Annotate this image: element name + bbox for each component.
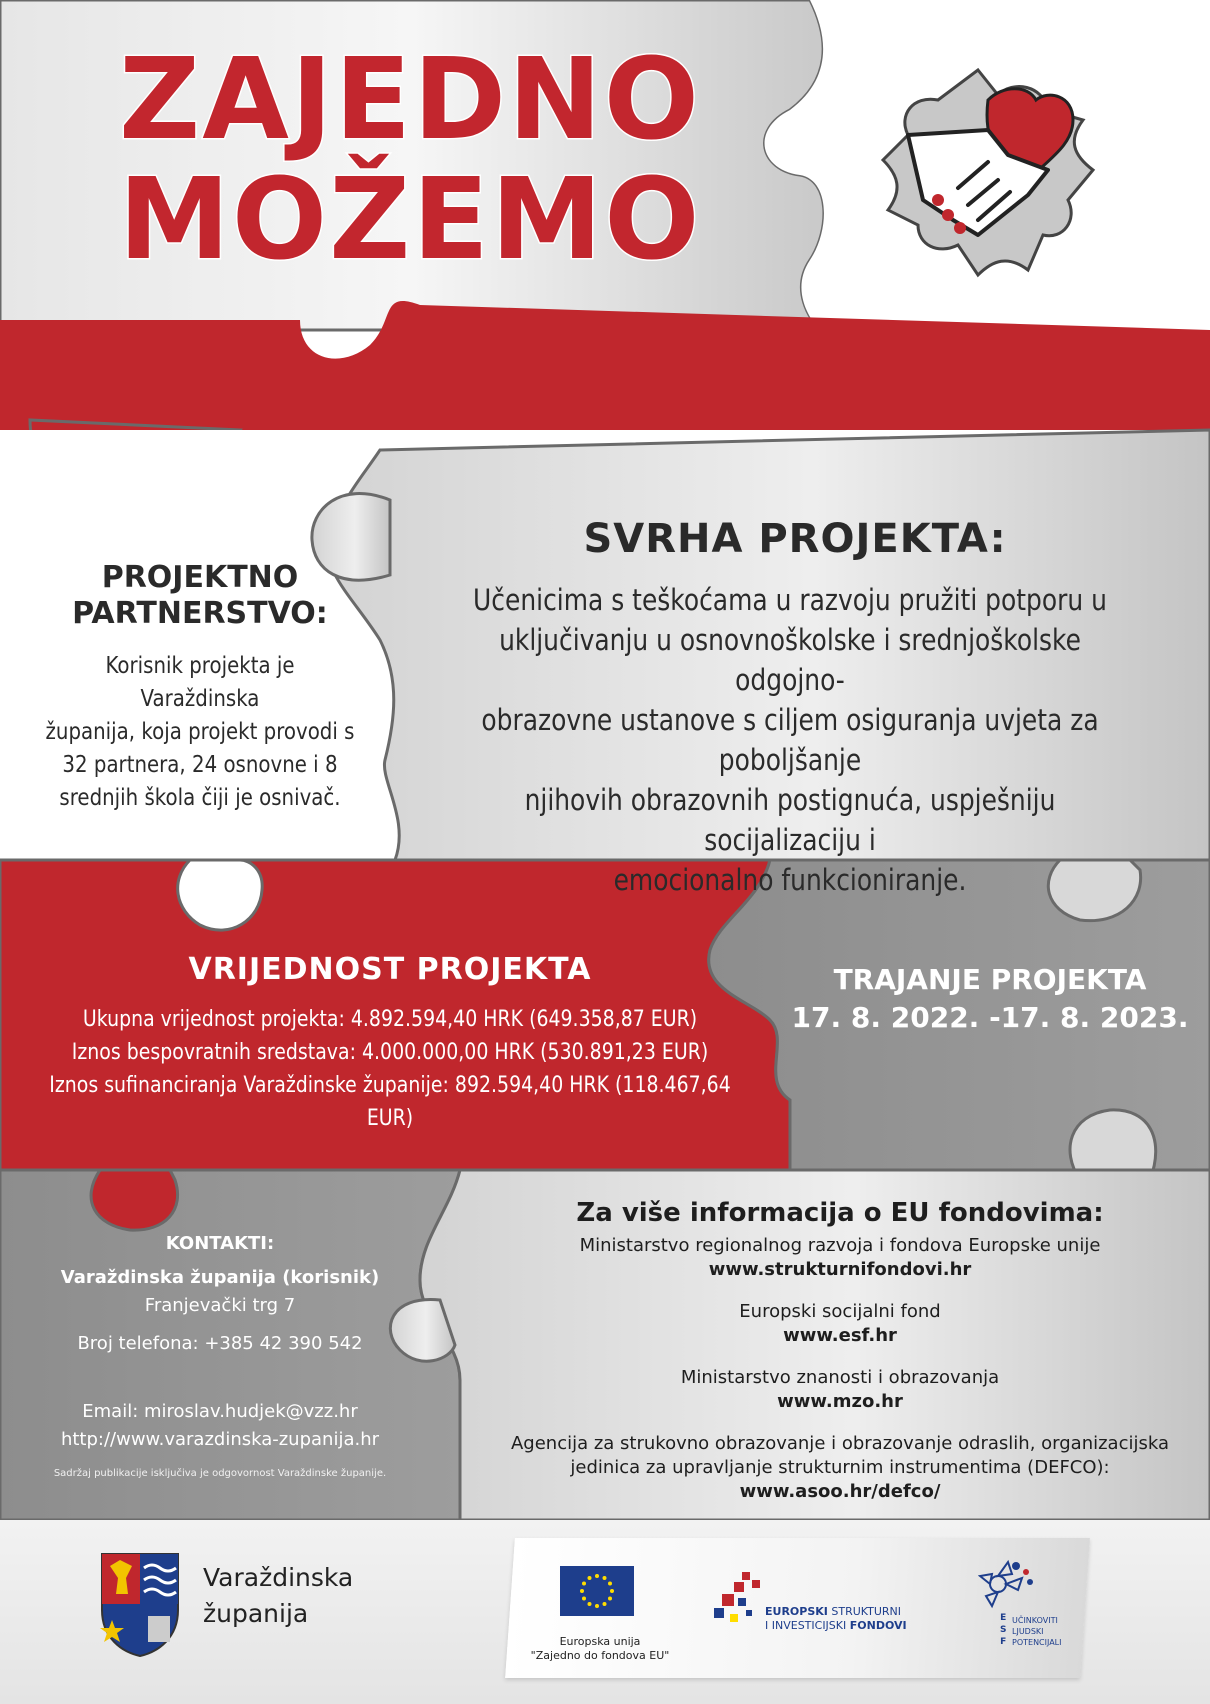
eu-info-link[interactable]: www.strukturnifondovi.hr xyxy=(708,1259,972,1280)
partnership-line: 32 partnera, 24 osnovne i 8 xyxy=(62,752,338,778)
contacts-heading: KONTAKTI: xyxy=(165,1233,275,1254)
contacts-website[interactable]: http://www.varazdinska-zupanija.hr xyxy=(60,1429,380,1450)
eu-flag-icon xyxy=(560,1566,634,1616)
esif-logo-icon xyxy=(712,1570,766,1630)
eu-star xyxy=(582,1597,586,1601)
esf-letters xyxy=(1000,1612,1006,1648)
esf-text-line: POTENCIJALI xyxy=(1012,1638,1062,1647)
poster-title xyxy=(100,35,720,285)
county-name-line-2: županija xyxy=(203,1599,309,1628)
partnership-line: županija, koja projekt provodi s xyxy=(45,719,355,745)
eu-star xyxy=(588,1602,592,1606)
purpose-line: uključivanju u osnovnoškolske i srednjoškolske odgojno- xyxy=(499,623,1081,697)
purpose-line: njihovih obrazovnih postignuća, uspješniju socijalizaciju i xyxy=(524,783,1056,857)
partnership-heading-line-1: PROJEKTNO xyxy=(101,560,299,595)
esf-letter: E xyxy=(1000,1613,1007,1623)
partnership-line: srednjih škola čiji je osnivač. xyxy=(59,785,341,811)
partnership-heading xyxy=(40,560,360,632)
title-line-2: MOŽEMO xyxy=(118,155,702,285)
purpose-line: emocionalno funkcioniranje. xyxy=(613,863,967,897)
eu-star xyxy=(610,1589,614,1593)
eu-info-block xyxy=(480,1196,1200,1522)
esif-word: I INVESTICIJSKI xyxy=(765,1619,850,1632)
esif-line-2 xyxy=(765,1619,907,1633)
esif-line-1 xyxy=(765,1605,907,1619)
value-body xyxy=(46,1003,734,1135)
esf-logo-icon xyxy=(978,1558,1038,1610)
esif-word: EUROPSKI xyxy=(765,1605,828,1618)
contacts-phone: Broj telefona: +385 42 390 542 xyxy=(77,1333,363,1354)
county-name xyxy=(203,1560,353,1632)
disclaimer: Sadržaj publikacije isključiva je odgovornost Varaždinske županije. xyxy=(53,1468,387,1479)
eu-flag-caption xyxy=(520,1635,680,1663)
eu-star xyxy=(608,1582,612,1586)
contacts-name: Varaždinska županija (korisnik) xyxy=(60,1267,380,1288)
title-line-1: ZAJEDNO xyxy=(119,35,701,165)
value-total: Ukupna vrijednost projekta: 4.892.594,40 HRK (649.358,87 EUR) xyxy=(82,1007,698,1032)
eu-info-link[interactable]: www.mzo.hr xyxy=(777,1391,903,1412)
purpose-line: obrazovne ustanove s ciljem osiguranja uvjeta za poboljšanje xyxy=(481,703,1099,777)
eu-info-label: Ministarstvo znanosti i obrazovanja xyxy=(680,1367,1000,1388)
eu-star xyxy=(595,1604,599,1608)
eu-star xyxy=(595,1574,599,1578)
esf-letter: F xyxy=(1000,1637,1007,1647)
esf-letter: S xyxy=(1000,1625,1007,1635)
contacts-address: Franjevački trg 7 xyxy=(144,1295,296,1316)
eu-info-heading: Za više informacija o EU fondovima: xyxy=(576,1198,1104,1228)
esf-text-line: UČINKOVITI xyxy=(1012,1616,1058,1625)
eu-star xyxy=(608,1597,612,1601)
partnership-heading-line-2: PARTNERSTVO: xyxy=(72,596,328,631)
eu-info-label: Agencija za strukovno obrazovanje i obrazovanje odraslih, organizacijska xyxy=(510,1433,1170,1454)
eu-star xyxy=(603,1602,607,1606)
esf-text-line: LJUDSKI xyxy=(1012,1627,1044,1636)
purpose-heading: SVRHA PROJEKTA: xyxy=(583,516,1007,562)
contacts-block xyxy=(40,1230,400,1454)
esf-logo-text xyxy=(1012,1615,1062,1648)
purpose-line: Učenicima s teškoćama u razvoju pružiti potporu u xyxy=(473,583,1107,617)
contacts-email[interactable]: Email: miroslav.hudjek@vzz.hr xyxy=(82,1401,358,1422)
esif-word: FONDOVI xyxy=(849,1619,907,1632)
eu-info-link[interactable]: www.asoo.hr/defco/ xyxy=(739,1481,941,1502)
value-heading: VRIJEDNOST PROJEKTA xyxy=(188,952,592,987)
eu-caption-line-2: "Zajedno do fondova EU" xyxy=(530,1649,670,1662)
eu-info-label: Europski socijalni fond xyxy=(739,1301,941,1322)
eu-star xyxy=(580,1589,584,1593)
eu-star xyxy=(582,1582,586,1586)
eu-star xyxy=(588,1576,592,1580)
eu-info-label: Ministarstvo regionalnog razvoja i fondova Europske unije xyxy=(579,1235,1101,1256)
hands-puzzle-logo-icon xyxy=(878,60,1098,280)
partnership-line: Korisnik projekta je Varaždinska xyxy=(105,653,295,712)
partnership-body xyxy=(45,650,355,815)
duration-dates: 17. 8. 2022. -17. 8. 2023. xyxy=(791,1001,1189,1034)
eu-info-link[interactable]: www.esf.hr xyxy=(783,1325,897,1346)
value-cofinancing: Iznos sufinanciranja Varaždinske županije: 892.594,40 HRK (118.467,64 EUR) xyxy=(49,1073,731,1131)
county-coat-of-arms-icon xyxy=(98,1550,182,1658)
esif-word: STRUKTURNI xyxy=(827,1605,902,1618)
value-grant: Iznos bespovratnih sredstava: 4.000.000,00 HRK (530.891,23 EUR) xyxy=(71,1040,709,1065)
esif-logo-text xyxy=(765,1605,907,1633)
duration-heading: TRAJANJE PROJEKTA xyxy=(833,963,1147,996)
eu-info-label: jedinica za upravljanje strukturnim instrumentima (DEFCO): xyxy=(570,1457,1110,1478)
eu-caption-line-1: Europska unija xyxy=(559,1635,641,1648)
eu-star xyxy=(603,1576,607,1580)
purpose-body xyxy=(446,580,1134,900)
county-name-line-1: Varaždinska xyxy=(203,1563,354,1592)
